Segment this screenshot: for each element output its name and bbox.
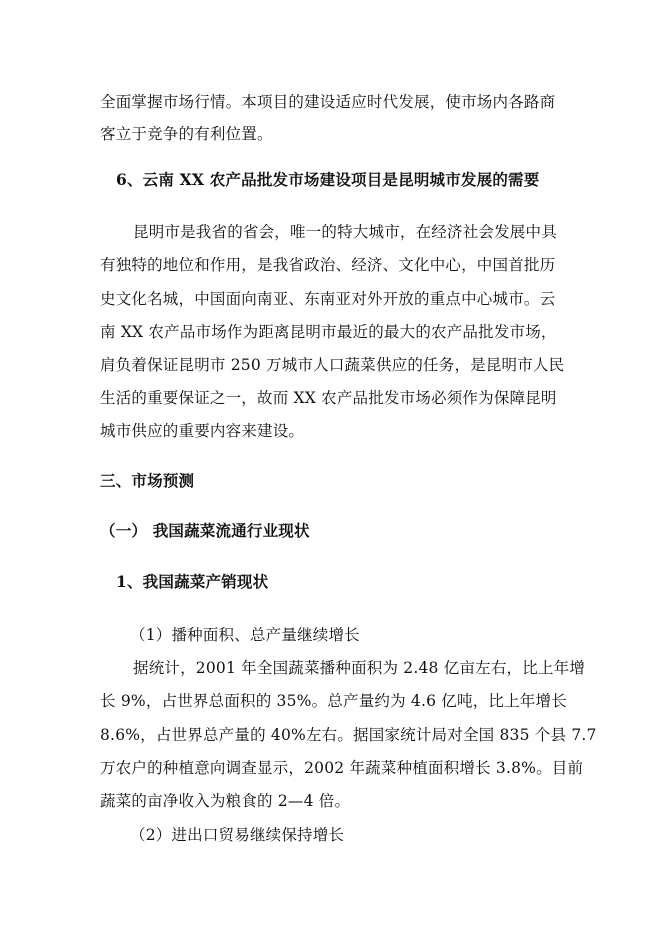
paragraph-line: 有独特的地位和作用，是我省政治、经济、文化中心，中国首批历 [100,256,556,274]
paragraph-line: 肩负着保证昆明市 250 万城市人口蔬菜供应的任务，是昆明市人民 [100,356,565,374]
subsection-heading: （一） 我国蔬菜流通行业现状 [100,521,310,540]
paragraph-line: 客立于竞争的有利位置。 [100,125,273,143]
paragraph-line: 史文化名城，中国面向南亚、东南亚对外开放的重点中心城市。云 [100,290,556,308]
paragraph-line: 长 9%，占世界总面积的 35%。总产量约为 4.6 亿吨，比上年增长 [100,692,567,710]
paragraph-line: 万农户的种植意向调查显示，2002 年蔬菜种植面积增长 3.8%。目前 [100,759,584,777]
list-item-heading: （1）播种面积、总产量继续增长 [130,626,360,644]
paragraph-line: 昆明市是我省的省会，唯一的特大城市，在经济社会发展中具 [133,223,557,241]
paragraph-line: 蔬菜的亩净收入为粮食的 2—4 倍。 [100,792,351,810]
paragraph-line: 据统计，2001 年全国蔬菜播种面积为 2.48 亿亩左右，比上年增 [133,659,586,677]
paragraph-line: 8.6%，占世界总产量的 40%左右。据国家统计局对全国 835 个县 7.7 [100,726,597,744]
section-heading-6: 6、云南 XX 农产品批发市场建设项目是昆明城市发展的需要 [116,170,540,189]
paragraph-line: 城市供应的重要内容来建设。 [100,422,305,440]
section-heading-3: 三、市场预测 [100,471,195,490]
paragraph-line: 生活的重要保证之一，故而 XX 农产品批发市场必须作为保障昆明 [100,389,557,407]
paragraph-line: 南 XX 农产品市场作为距离昆明市最近的最大的农产品批发市场， [100,323,557,341]
paragraph-line: 全面掌握市场行情。本项目的建设适应时代发展，使市场内各路商 [100,93,556,111]
subsubsection-heading: 1、我国蔬菜产销现状 [116,572,269,591]
list-item-heading: （2）进出口贸易继续保持增长 [130,826,345,844]
